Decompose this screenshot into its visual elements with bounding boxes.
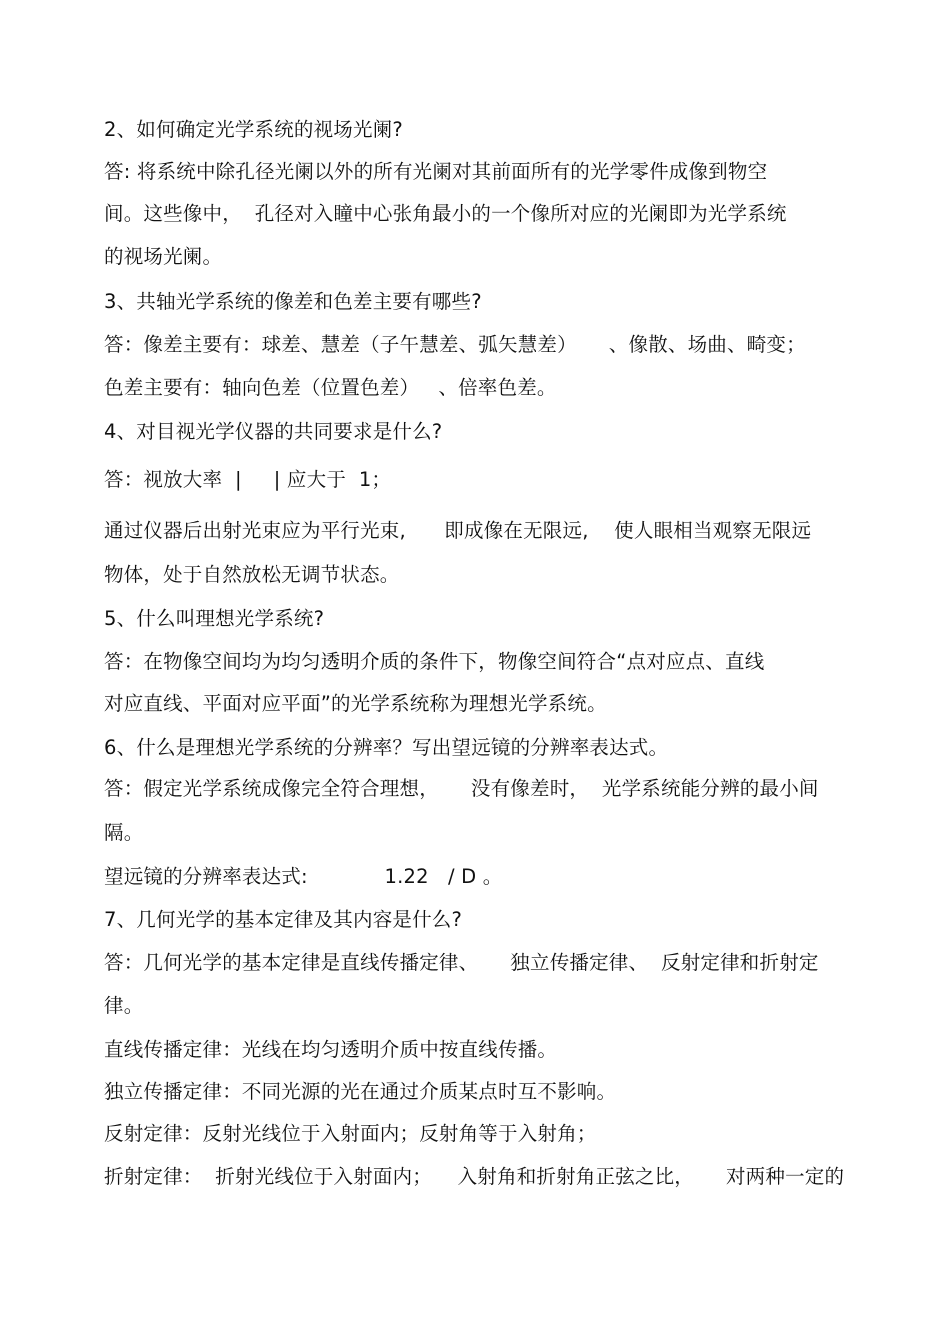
- question-6-title: 6、什么是理想光学系统的分辨率？写出望远镜的分辨率表达式。: [104, 736, 669, 759]
- question-2-title: 2、如何确定光学系统的视场光阑?: [104, 118, 403, 141]
- reflection-law: 反射定律：反射光线位于入射面内；反射角等于入射角；: [104, 1122, 597, 1145]
- rectilinear-propagation-law: 直线传播定律：光线在均匀透明介质中按直线传播。: [104, 1038, 558, 1061]
- answer-2-line-1: 答: 将系统中除孔径光阑以外的所有光阑对其前面所有的光学零件成像到物空: [104, 160, 768, 183]
- answer-3-line-2: 色差主要有：轴向色差（位置色差） 、倍率色差。: [104, 376, 557, 399]
- answer-4-line-1: 答：视放大率 | | 应大于 1；: [104, 468, 392, 491]
- answer-3-line-1: 答：像差主要有：球差、慧差（子午慧差、弧矢慧差） 、像散、场曲、畸变；: [104, 333, 806, 356]
- answer-4-line-2: 通过仪器后出射光束应为平行光束, 即成像在无限远, 使人眼相当观察无限远: [104, 519, 812, 542]
- answer-6-line-1: 答：假定光学系统成像完全符合理想， 没有像差时， 光学系统能分辨的最小间: [104, 777, 819, 800]
- refraction-law: 折射定律： 折射光线位于入射面内； 入射角和折射角正弦之比， 对两种一定的: [104, 1165, 845, 1188]
- question-7-title: 7、几何光学的基本定律及其内容是什么?: [104, 908, 463, 931]
- telescope-resolution-formula: 望远镜的分辨率表达式: 1.22 / D 。: [104, 865, 503, 888]
- answer-6-line-2: 隔。: [104, 821, 144, 844]
- answer-5-line-1: 答：在物像空间均为均匀透明介质的条件下，物像空间符合“点对应点、直线: [104, 650, 765, 673]
- answer-2-line-3: 的视场光阑。: [104, 245, 223, 268]
- answer-7-line-1: 答：几何光学的基本定律是直线传播定律、 独立传播定律、 反射定律和折射定: [104, 951, 819, 974]
- answer-2-line-2: 间。这些像中， 孔径对入瞳中心张角最小的一个像所对应的光阑即为光学系统: [104, 202, 787, 225]
- answer-5-line-2: 对应直线、平面对应平面”的光学系统称为理想光学系统。: [104, 692, 607, 715]
- question-4-title: 4、对目视光学仪器的共同要求是什么?: [104, 420, 443, 443]
- answer-7-line-2: 律。: [104, 994, 144, 1017]
- independent-propagation-law: 独立传播定律：不同光源的光在通过介质某点时互不影响。: [104, 1080, 617, 1103]
- answer-4-line-3: 物体，处于自然放松无调节状态。: [104, 563, 400, 586]
- question-5-title: 5、什么叫理想光学系统?: [104, 607, 325, 630]
- question-3-title: 3、共轴光学系统的像差和色差主要有哪些?: [104, 290, 482, 313]
